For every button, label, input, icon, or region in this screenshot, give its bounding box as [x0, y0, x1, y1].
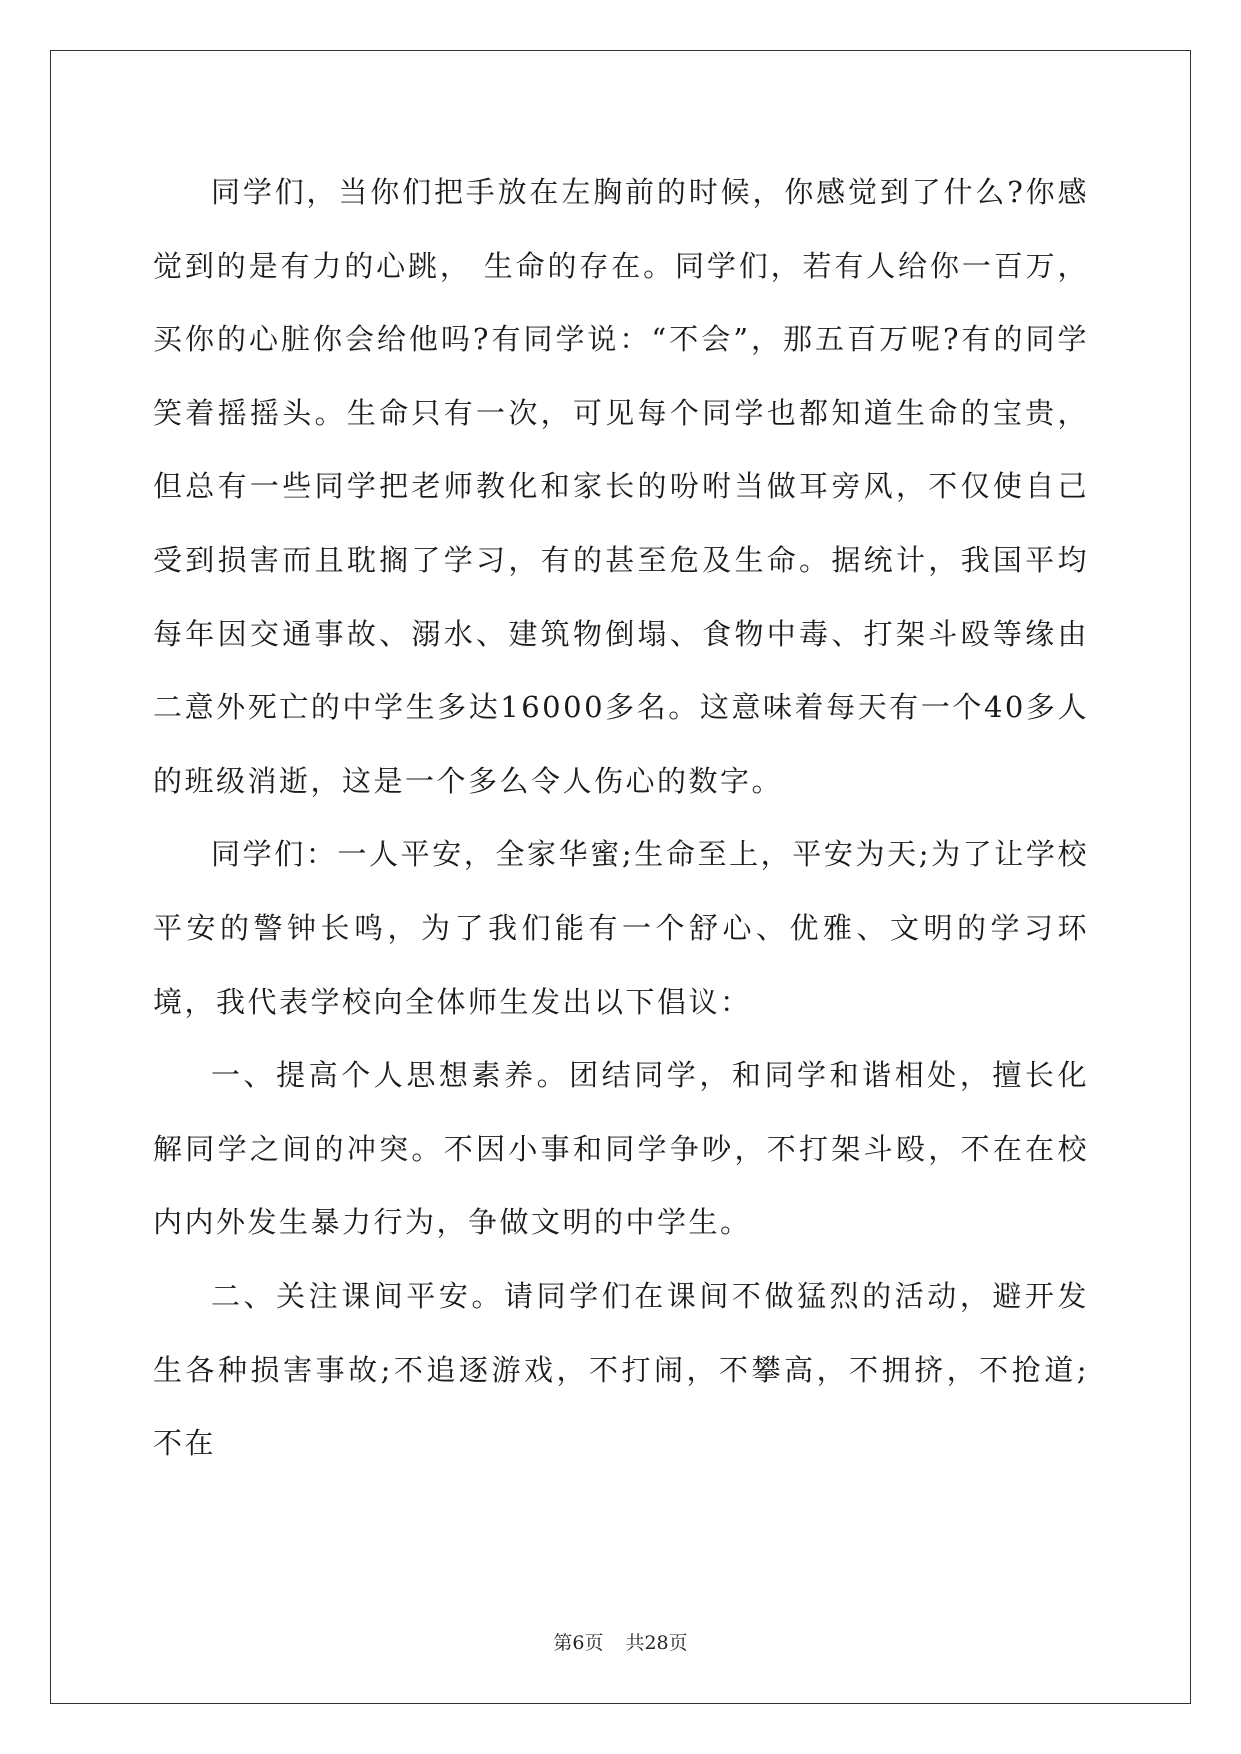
- paragraph: 同学们，当你们把手放在左胸前的时候，你感觉到了什么?你感觉到的是有力的心跳， 生命的存在。同学们，若有人给你一百万，买你的心脏你会给他吗?有同学说：“不会”，那五百万呢?有的同学笑着摇摇头。生命只有一次，可见每个同学也都知道生命的宝贵，但总有一些同学把老师教化和家长的吩咐当做耳旁风，不仅使自己受到损害而且耽搁了学习，有的甚至危及生命。据统计，我国平均每年因交通事故、溺水、建筑物倒塌、食物中毒、打架斗殴等缘由二意外死亡的中学生多达16000多名。这意味着每天有一个40多人的班级消逝，这是一个多么令人伤心的数字。: [153, 175, 1089, 798]
- paragraph: 同学们：一人平安，全家华蜜;生命至上，平安为天;为了让学校平安的警钟长鸣，为了我们能有一个舒心、优雅、文明的学习环境，我代表学校向全体师生发出以下倡议：: [153, 837, 1089, 1019]
- page-footer: [0, 1628, 1241, 1655]
- document-body: [153, 156, 1089, 1481]
- page-number: 第6页: [553, 1632, 604, 1654]
- paragraph: 一、提高个人思想素养。团结同学，和同学和谐相处，擅长化解同学之间的冲突。不因小事和同学争吵，不打架斗殴，不在在校内内外发生暴力行为，争做文明的中学生。: [153, 1058, 1089, 1240]
- paragraph: 二、关注课间平安。请同学们在课间不做猛烈的活动，避开发生各种损害事故;不追逐游戏，不打闹，不攀高，不拥挤，不抢道;不在: [153, 1278, 1089, 1461]
- page-total: 共28页: [625, 1632, 688, 1654]
